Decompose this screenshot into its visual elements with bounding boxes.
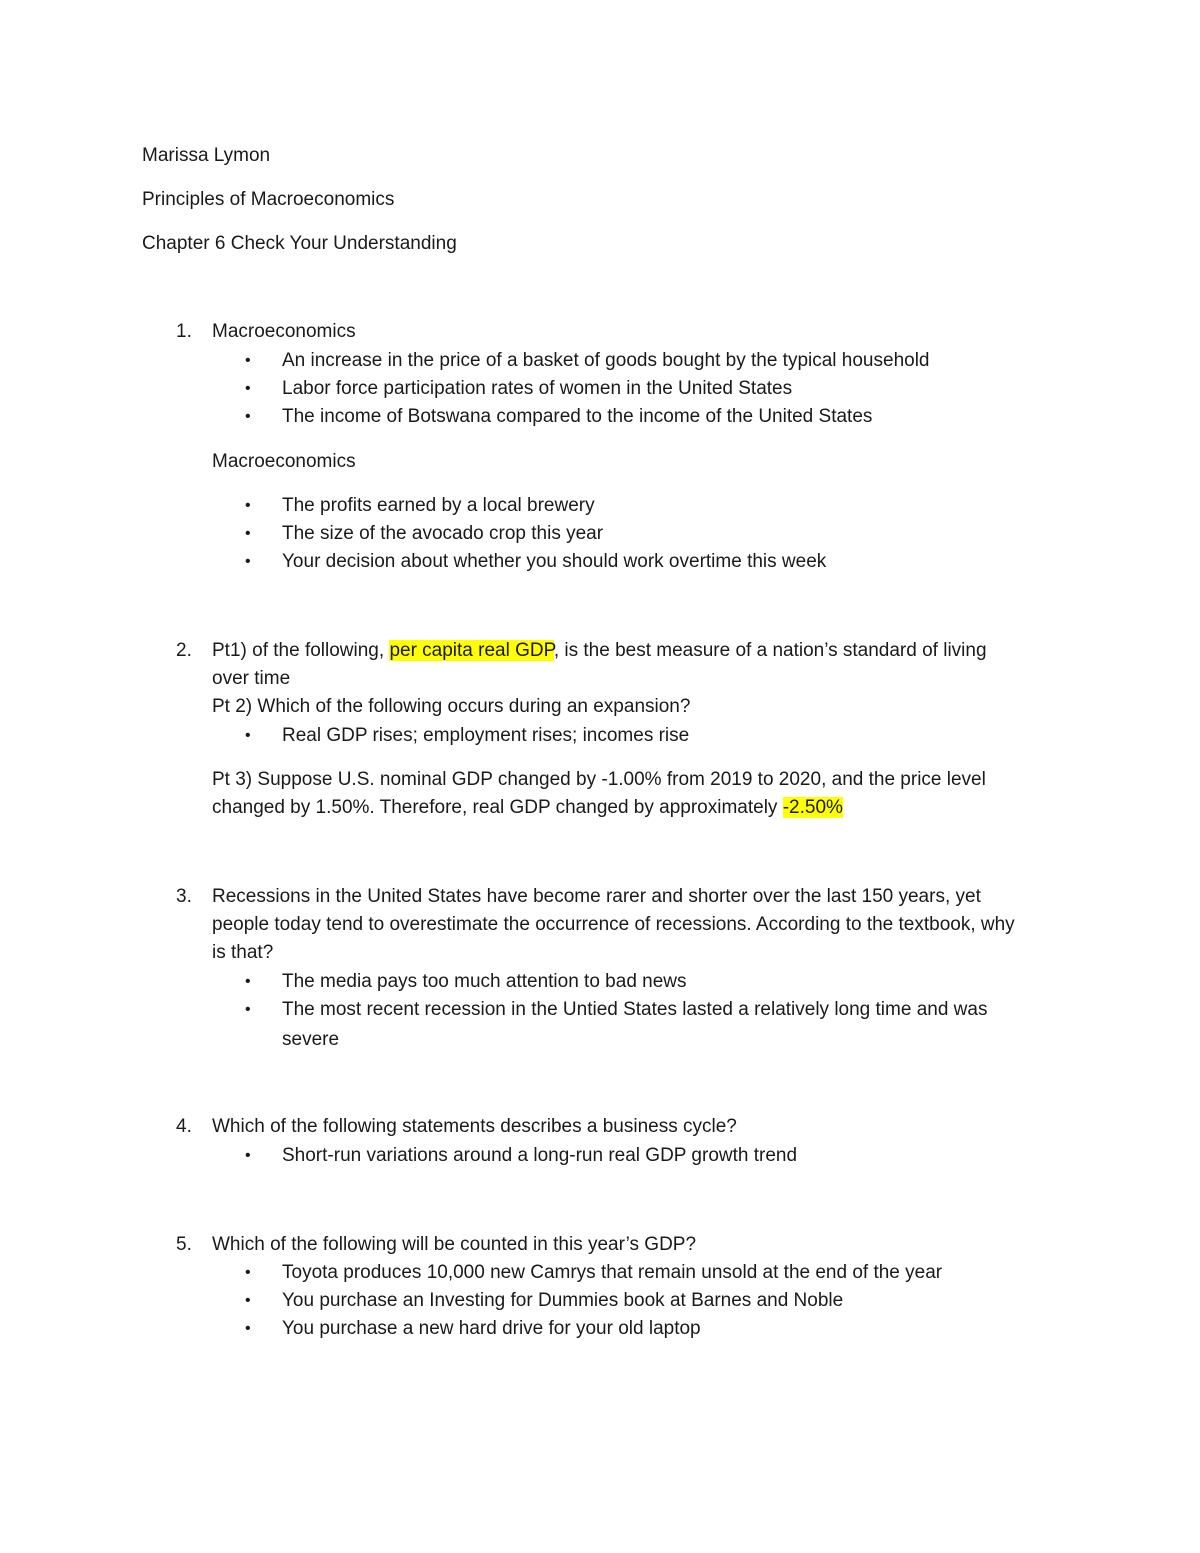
question-part-2: Pt 2) Which of the following occurs during an expansion?: [212, 696, 691, 717]
list-item: Labor force participation rates of women in the United States: [282, 378, 793, 399]
bullet-icon: •: [245, 1320, 251, 1337]
bullet-icon: •: [245, 497, 251, 514]
list-item: The profits earned by a local brewery: [282, 495, 595, 516]
pt1-text-rest: , is the best measure of a nation’s standard of living: [553, 640, 987, 661]
question-text: Which of the following statements describes a business cycle?: [212, 1116, 737, 1137]
course-title: Principles of Macroeconomics: [142, 189, 395, 210]
bullet-icon: •: [245, 1001, 251, 1018]
list-item: An increase in the price of a basket of goods bought by the typical household: [282, 350, 930, 371]
question-text-continued: is that?: [212, 942, 274, 963]
list-item: Your decision about whether you should work overtime this week: [282, 551, 827, 572]
assignment-title: Chapter 6 Check Your Understanding: [142, 233, 457, 254]
question-heading: Macroeconomics: [212, 321, 356, 342]
bullet-icon: •: [245, 525, 251, 542]
list-item-continued: severe: [282, 1029, 340, 1050]
bullet-icon: •: [245, 352, 251, 369]
bullet-icon: •: [245, 1147, 251, 1164]
list-item: The media pays too much attention to bad news: [282, 971, 687, 992]
bullet-icon: •: [245, 380, 251, 397]
list-item: You purchase an Investing for Dummies book at Barnes and Noble: [282, 1290, 844, 1311]
pt3-text: changed by 1.50%. Therefore, real GDP changed by approximately: [212, 797, 783, 818]
author-name: Marissa Lymon: [142, 145, 271, 166]
question-part-3-continued: [212, 794, 843, 822]
question-number: 5.: [176, 1234, 192, 1255]
question-text-continued: people today tend to overestimate the occurrence of recessions. According to the textbook, why: [212, 914, 1015, 935]
highlighted-answer: -2.50%: [782, 797, 843, 818]
bullet-icon: •: [245, 1292, 251, 1309]
question-text: Which of the following will be counted in this year’s GDP?: [212, 1234, 697, 1255]
list-item: Toyota produces 10,000 new Camrys that remain unsold at the end of the year: [282, 1262, 943, 1283]
list-item: You purchase a new hard drive for your old laptop: [282, 1318, 701, 1339]
bullet-icon: •: [245, 727, 251, 744]
question-part-3: Pt 3) Suppose U.S. nominal GDP changed by -1.00% from 2019 to 2020, and the price level: [212, 769, 986, 790]
question-number: 3.: [176, 886, 192, 907]
question-text-continued: over time: [212, 668, 291, 689]
question-number: 2.: [176, 640, 192, 661]
pt1-text: Pt1) of the following,: [212, 640, 390, 661]
bullet-icon: •: [245, 553, 251, 570]
highlighted-answer: per capita real GDP: [389, 640, 554, 661]
question-number: 1.: [176, 321, 192, 342]
list-item: The size of the avocado crop this year: [282, 523, 604, 544]
question-number: 4.: [176, 1116, 192, 1137]
question-text: [212, 637, 987, 665]
bullet-icon: •: [245, 408, 251, 425]
bullet-icon: •: [245, 1264, 251, 1281]
list-item: Short-run variations around a long-run real GDP growth trend: [282, 1145, 798, 1166]
bullet-icon: •: [245, 973, 251, 990]
list-item: The most recent recession in the Untied States lasted a relatively long time and was: [282, 999, 988, 1020]
question-text: Recessions in the United States have become rarer and shorter over the last 150 years, yet: [212, 886, 981, 907]
question-subheading: Macroeconomics: [212, 451, 356, 472]
list-item: Real GDP rises; employment rises; incomes rise: [282, 725, 690, 746]
list-item: The income of Botswana compared to the income of the United States: [282, 406, 873, 427]
